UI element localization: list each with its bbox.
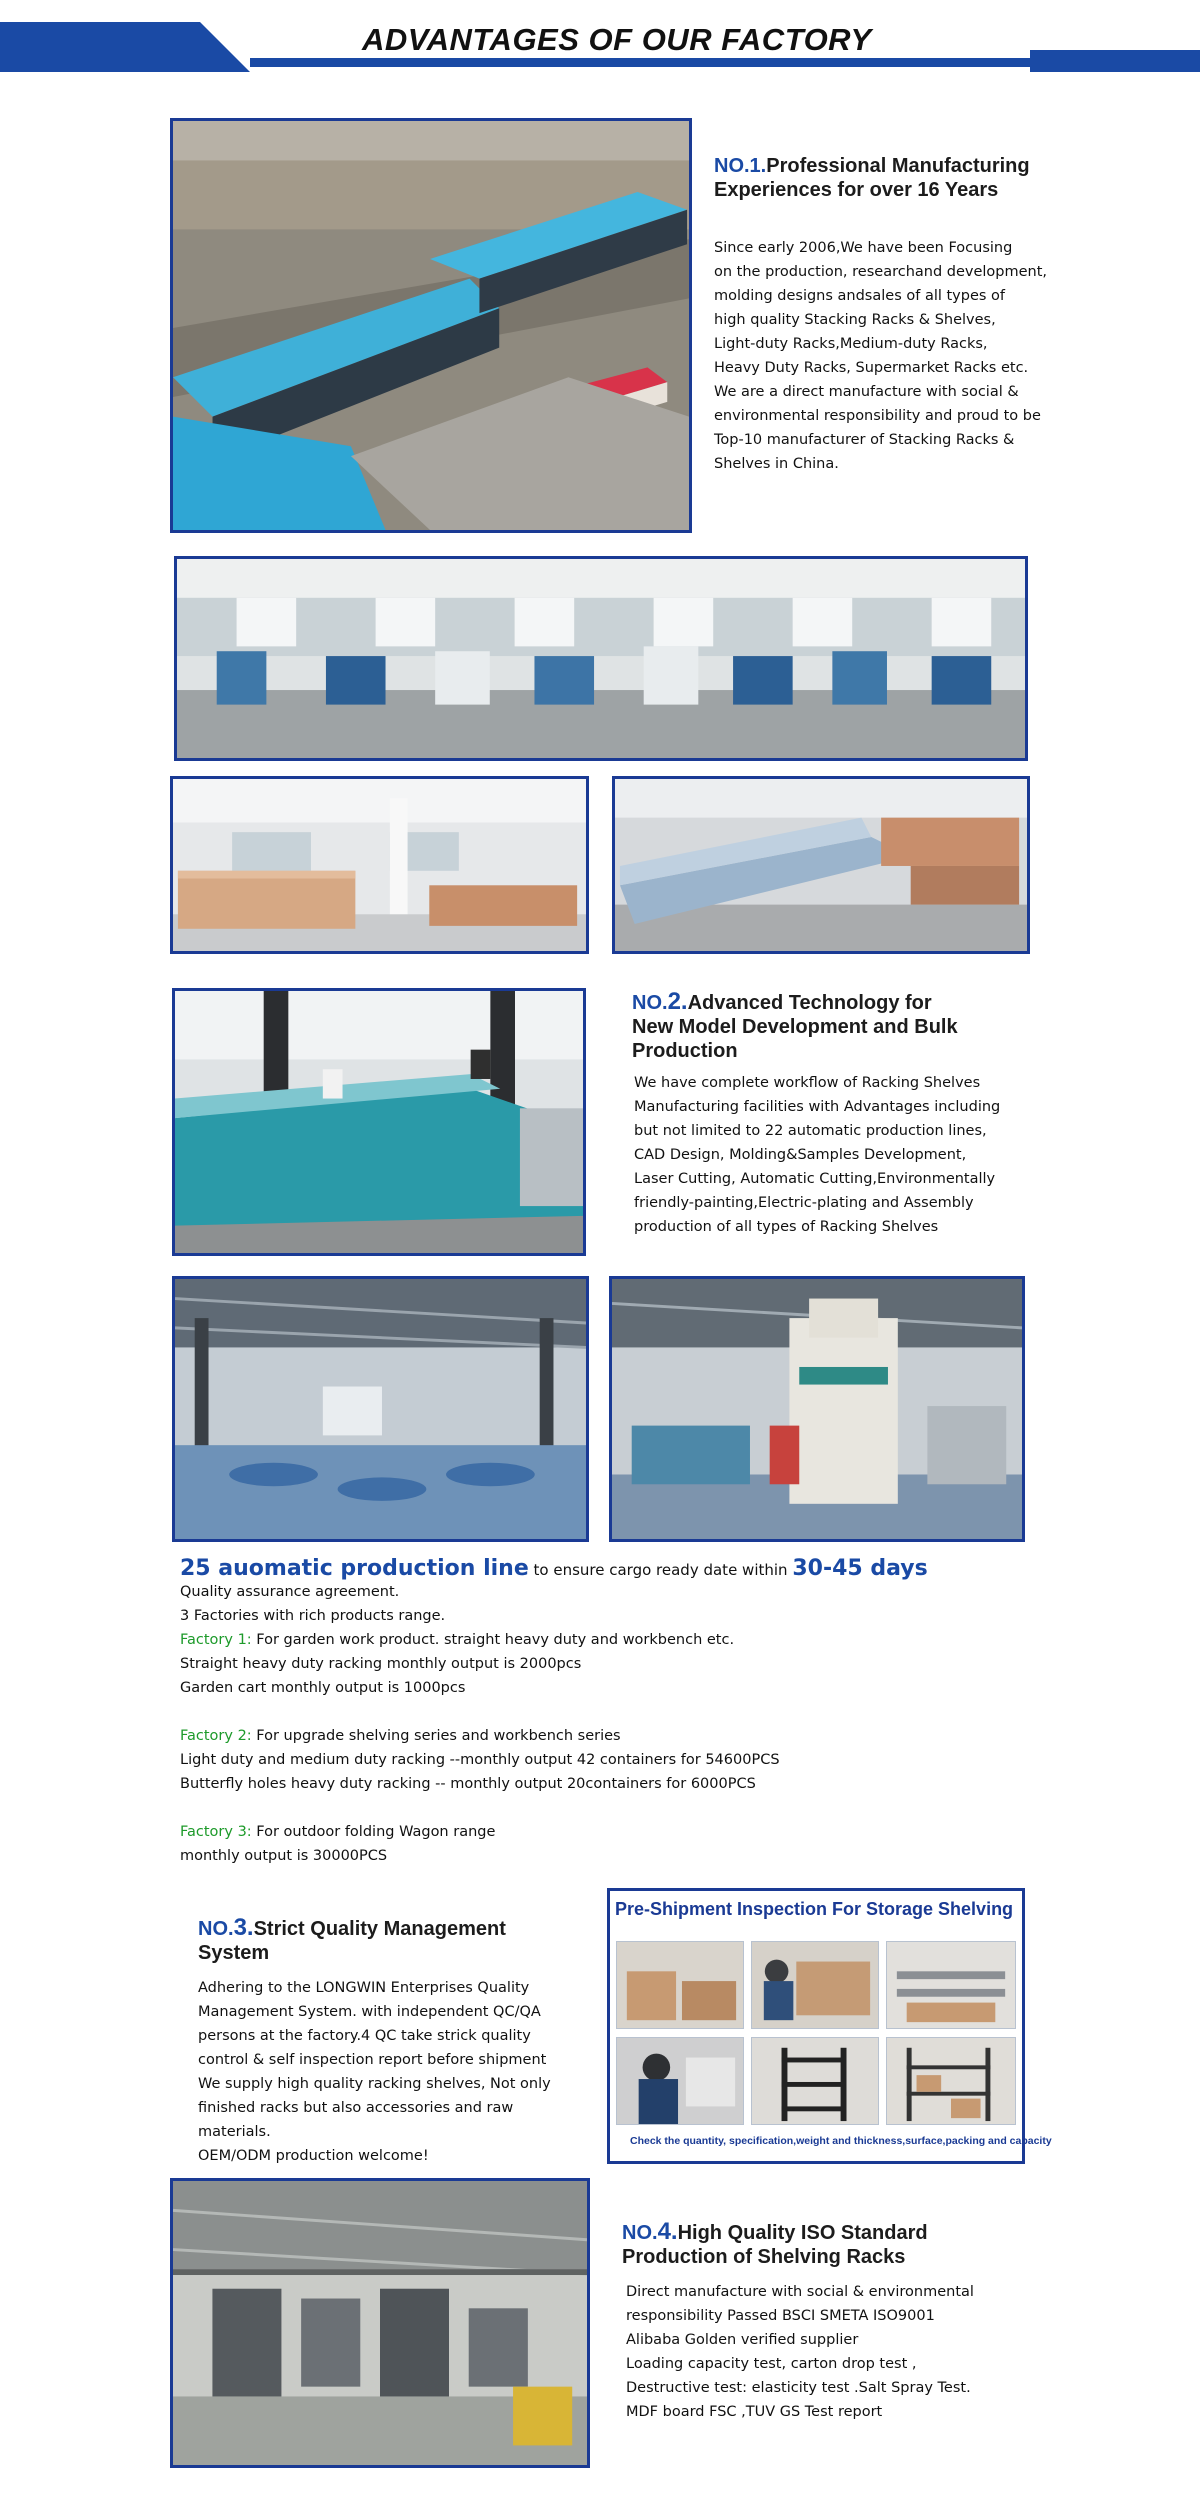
section3-title-line2: System <box>198 1942 270 1964</box>
factory1-heading <box>180 1628 1160 1652</box>
production-headline <box>180 1556 928 1581</box>
section3-body-line: materials. <box>198 2124 271 2140</box>
production-hall-photo <box>172 1276 589 1542</box>
section3-body-line: Management System. with independent QC/QA <box>198 2004 541 2020</box>
factory2-line: Light duty and medium duty racking --monthly output 42 containers for 54600PCS <box>180 1752 780 1768</box>
section1-body-line: environmental responsibility and proud to be <box>714 408 1041 424</box>
section3-body <box>198 1976 618 2168</box>
factory3-label: Factory 3: <box>180 1824 252 1840</box>
section2-body-line: We have complete workflow of Racking Shelves <box>634 1075 981 1091</box>
section2-body-line: CAD Design, Molding&Samples Development, <box>634 1147 967 1163</box>
factory3-heading <box>180 1820 1160 1844</box>
section3-body-line: Adhering to the LONGWIN Enterprises Quality <box>198 1980 530 1996</box>
factory2-text: For upgrade shelving series and workbench series <box>251 1728 621 1744</box>
section1-body-line: Light-duty Racks,Medium-duty Racks, <box>714 336 988 352</box>
inspection-photo-cartons <box>616 1941 744 2029</box>
section3-body-line: persons at the factory.4 QC take strick quality <box>198 2028 531 2044</box>
production-line: Quality assurance agreement. <box>180 1584 400 1600</box>
section2-title-line1: Advanced Technology for <box>687 992 932 1014</box>
section1-body-line: molding designs andsales of all types of <box>714 288 1006 304</box>
section1-title-line2: Experiences for over 16 Years <box>714 179 999 201</box>
inspection-photo-rack-parts <box>886 1941 1016 2029</box>
inspection-caption: Check the quantity, specification,weight and thickness,surface,packing and capacity <box>630 2135 1052 2147</box>
section1-body-line: on the production, researchand development, <box>714 264 1048 280</box>
section2-title-line3: Production <box>632 1040 738 1062</box>
section4-body <box>626 2280 1166 2424</box>
section3-title <box>198 1916 618 1965</box>
section2-body-line: Manufacturing facilities with Advantages including <box>634 1099 1001 1115</box>
section3-body-line: control & self inspection report before shipment <box>198 2052 547 2068</box>
punch-press-photo <box>609 1276 1025 1542</box>
section4-title-line2: Production of Shelving Racks <box>622 2246 906 2268</box>
production-details <box>180 1580 1160 1868</box>
factory1-line: Straight heavy duty racking monthly output is 2000pcs <box>180 1656 582 1672</box>
section1-body-line: We are a direct manufacture with social & <box>714 384 1019 400</box>
warehouse-racks-photo <box>612 776 1030 954</box>
section4-body-line: responsibility Passed BSCI SMETA ISO9001 <box>626 2308 935 2324</box>
section1-body-line: high quality Stacking Racks & Shelves, <box>714 312 996 328</box>
section2-number: NO. <box>632 992 668 1014</box>
factory2-label: Factory 2: <box>180 1728 252 1744</box>
factory1-label: Factory 1: <box>180 1632 252 1648</box>
section3-title-line1: Strict Quality Management <box>253 1918 506 1940</box>
section4-body-line: Loading capacity test, carton drop test , <box>626 2356 917 2372</box>
factory2-heading <box>180 1724 1160 1748</box>
inspection-title: Pre-Shipment Inspection For Storage Shelving <box>615 1899 1014 1919</box>
section4-number: NO. <box>622 2222 658 2244</box>
section3-body-line: We supply high quality racking shelves, Not only <box>198 2076 551 2092</box>
section2-body-line: production of all types of Racking Shelves <box>634 1219 939 1235</box>
production-headline-text: to ensure cargo ready date within <box>528 1561 793 1579</box>
factory3-line: monthly output is 30000PCS <box>180 1848 388 1864</box>
section2-body-line: but not limited to 22 automatic production lines, <box>634 1123 987 1139</box>
section1-body <box>714 236 1184 476</box>
factory2-line: Butterfly holes heavy duty racking -- monthly output 20containers for 6000PCS <box>180 1776 756 1792</box>
section4-title-line1: High Quality ISO Standard <box>677 2222 928 2244</box>
workshop-panorama-photo <box>174 556 1028 761</box>
inspection-photo-worker <box>751 1941 879 2029</box>
header-banner-right <box>1030 50 1200 72</box>
section3-number: NO. <box>198 1918 234 1940</box>
section2-title-line2: New Model Development and Bulk <box>632 1016 958 1038</box>
section2-number-digit: 2. <box>667 988 688 1015</box>
section4-body-line: Destructive test: elasticity test .Salt Spray Test. <box>626 2380 971 2396</box>
section4-body-line: Alibaba Golden verified supplier <box>626 2332 859 2348</box>
page-title: ADVANTAGES OF OUR FACTORY <box>362 22 872 57</box>
section2-body <box>634 1071 1154 1239</box>
lead-time-highlight: 30-45 days <box>792 1556 928 1581</box>
production-line: 3 Factories with rich products range. <box>180 1608 446 1624</box>
section1-body-line: Top-10 manufacturer of Stacking Racks & <box>714 432 1015 448</box>
painting-line-photo <box>170 2178 590 2468</box>
header-banner-left <box>0 22 250 72</box>
section4-body-line: MDF board FSC ,TUV GS Test report <box>626 2404 883 2420</box>
pre-shipment-inspection-panel <box>607 1888 1052 2164</box>
inspection-photo-loaded-rack <box>886 2037 1016 2125</box>
section1-number: NO.1. <box>714 155 767 177</box>
warehouse-cartons-photo <box>170 776 589 954</box>
section1-body-line: Shelves in China. <box>714 456 839 472</box>
section2-title <box>632 990 1192 1063</box>
section3-body-line: finished racks but also accessories and raw <box>198 2100 514 2116</box>
section1-body-line: Since early 2006,We have been Focusing <box>714 240 1013 256</box>
section1-body-line: Heavy Duty Racks, Supermarket Racks etc. <box>714 360 1029 376</box>
factory1-text: For garden work product. straight heavy duty and workbench etc. <box>251 1632 735 1648</box>
inspection-photo-measuring <box>616 2037 744 2125</box>
section4-number-digit: 4. <box>657 2218 678 2245</box>
section2-body-line: friendly-painting,Electric-plating and Assembly <box>634 1195 974 1211</box>
production-lines-highlight: 25 auomatic production line <box>180 1556 529 1581</box>
section4-title <box>622 2220 1182 2269</box>
section3-number-digit: 3. <box>233 1914 254 1941</box>
inspection-photo-black-rack <box>751 2037 879 2125</box>
rolling-machine-photo <box>172 988 586 1256</box>
section2-body-line: Laser Cutting, Automatic Cutting,Environmentally <box>634 1171 996 1187</box>
factory3-text: For outdoor folding Wagon range <box>251 1824 496 1840</box>
section1-title <box>714 154 1174 202</box>
factory1-line: Garden cart monthly output is 1000pcs <box>180 1680 466 1696</box>
section3-body-line: OEM/ODM production welcome! <box>198 2148 429 2164</box>
section4-body-line: Direct manufacture with social & environmental <box>626 2284 974 2300</box>
section1-title-line1: Professional Manufacturing <box>766 155 1030 177</box>
factory-aerial-photo <box>170 118 692 533</box>
